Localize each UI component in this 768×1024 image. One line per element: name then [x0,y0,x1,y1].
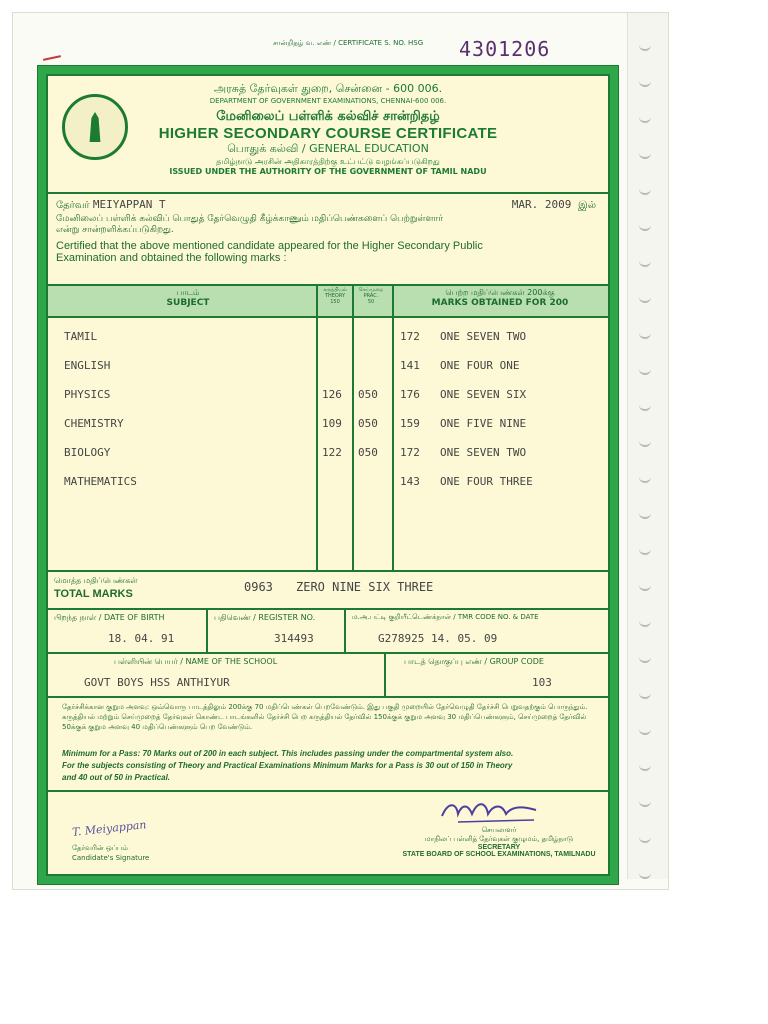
practical-marks: 050 [358,417,378,430]
total-subject-marks: 143 [400,475,420,488]
certificate-frame [37,65,619,885]
government-seal-icon [62,94,128,160]
subject-name: BIOLOGY [64,446,111,459]
theory-header [318,287,352,305]
secretary-board-tamil: மாநிலப் பள்ளித் தேர்வுகள் குழுமம், தமிழ்நாடு [424,835,574,843]
theory-marks: 126 [322,388,342,401]
certificate-header [48,76,608,194]
exam-month-line [512,198,596,212]
column-divider [316,286,318,572]
rules-tamil: தேர்ச்சிக்கான குறும அளவு: ஒவ்வொரு பாடத்திலும் 200க்கு 70 மதிப்பெண்கள் பெறவேண்டும். இது பகுதி முறையில் தேர்வெழுதி தேர்ச்சி பெறுவதற்கும் பொருந்தும். கருத்தியல் மற்றும் செய்முறைத் தேர்வுகள் கொண்ட பாடங்களில் தேர்ச்சி பெற கருத்தியல் தேர்வில் 150க்குக் குறும அளவு 30 மதிப்பெண்களும், செய்முறைத் தேர்வில் 50க்குக் குறும அளவு 40 மதிப்பெண்களும் பெற வேண்டும். [62,703,588,731]
issued-english: ISSUED UNDER THE AUTHORITY OF THE GOVERNMENT OF TAMIL NADU [169,167,487,176]
column-divider [344,610,346,654]
subject-header-tamil: பாடம் [176,288,200,297]
marks-in-words: ONE FOUR THREE [440,475,533,488]
subject-name: PHYSICS [64,388,111,401]
board-name: STATE BOARD OF SCHOOL EXAMINATIONS, TAMILNADU [402,851,596,858]
rules-english [62,748,600,784]
practical-marks: 050 [358,446,378,459]
signatures-section [48,790,608,874]
register-number: 314493 [274,632,314,645]
column-divider [352,286,354,572]
total-subject-marks: 176 [400,388,420,401]
general-education: பொதுக் கல்வி / GENERAL EDUCATION [227,142,429,155]
issued-tamil: தமிழ்நாடு அரசின் அதிகாரத்திற்கு உட்பட்டு வழங்கப்படுகிறது [216,157,440,166]
candidate-signature: T. Meiyappan [71,818,147,839]
title-english: HIGHER SECONDARY COURSE CERTIFICATE [158,125,498,142]
total-subject-marks: 172 [400,446,420,459]
certificate-page [12,12,669,890]
rules-english-line-1: Minimum for a Pass: 70 Marks out of 200 in each subject. This includes passing under the compartmental system also. [62,749,514,758]
certificate-number: 4301206 [459,37,551,61]
certified-line-2: Examination and obtained the following marks : [56,252,287,264]
certified-line-1: Certified that the above mentioned candidate appeared for the Higher Secondary Public [56,240,483,252]
subject-name: MATHEMATICS [64,475,137,488]
date-of-birth: 18. 04. 91 [108,632,175,645]
tamil-statement-2: என்று சான்றளிக்கப்படுகிறது. [56,225,174,235]
theory-header-tamil: கருத்தியல் [323,287,347,293]
marks-in-words: ONE SEVEN SIX [440,388,527,401]
school-row [48,652,608,698]
exam-month: MAR. 2009 [511,198,572,211]
certificate-body [46,74,610,876]
marks-header-tamil: பெற்ற மதிப்பெண்கள் 200க்கு [445,288,555,297]
department-english: DEPARTMENT OF GOVERNMENT EXAMINATIONS, CHENNAI-600 006. [209,97,447,105]
title-tamil: மேனிலைப் பள்ளிக் கல்விச் சான்றிதழ் [216,109,440,124]
red-pen-mark [43,55,61,61]
prac-header-english: PRAC. [363,293,379,299]
column-divider [206,610,208,654]
secretary-block [394,826,604,858]
candidate-section [56,198,600,284]
certificate-number-label: சான்றிதழ் வ. எண் / CERTIFICATE S. NO. HSG [273,39,424,47]
prac-max: 50 [367,299,375,305]
total-subject-marks: 141 [400,359,420,372]
total-label-tamil: மொத்த மதிப்பெண்கள் [54,576,138,585]
theory-header-english: THEORY [324,293,346,299]
temple-icon [86,112,104,142]
school-label: பள்ளியின் பெயர் / NAME OF THE SCHOOL [114,657,278,666]
column-divider [392,286,394,572]
theory-marks: 109 [322,417,342,430]
marks-table-header [48,286,608,318]
subject-header [128,288,248,308]
marks-in-words: ONE FOUR ONE [440,359,520,372]
marks-in-words: ONE SEVEN TWO [440,330,527,343]
candidate-name: MEIYAPPAN T [92,198,166,211]
subject-name: CHEMISTRY [64,417,124,430]
tmr-code-date: G278925 14. 05. 09 [378,632,498,645]
column-divider [384,654,386,698]
practical-marks: 050 [358,388,378,401]
candidate-signature-tamil: தேர்வரின் ஒப்பம் [72,844,128,852]
tmr-label: ம.அ.பட்டி குறியீட்டெண்க்நாள் / TMR CODE NO. & DATE [352,613,539,621]
secretary-tamil: செயலாளர் [481,826,517,834]
marks-header-english: MARKS OBTAINED FOR 200 [431,298,569,308]
total-marks-row [48,570,608,610]
rules-english-line-2: For the subjects consisting of Theory and Practical Examinations Minimum Marks for a Pass is 30 out of 150 in Theory [62,761,513,770]
department-tamil: அரசுத் தேர்வுகள் துறை, சென்னை - 600 006. [213,82,443,95]
prac-header-tamil: செய்முறை [358,287,384,293]
total-marks-words: ZERO NINE SIX THREE [296,580,434,594]
tamil-statement-1: மேனிலைப் பள்ளிக் கல்விப் பொதுத் தேர்வெழுதி கீழ்க்காணும் மதிப்பெண்களைப் பெற்றுள்ளார் [56,214,444,224]
marks-header [398,288,602,308]
details-row [48,608,608,654]
marks-table [48,284,608,572]
dob-label: பிறந்த நாள் / DATE OF BIRTH [54,613,165,622]
pass-rules [48,696,608,792]
subject-name: ENGLISH [64,359,111,372]
secretary-signature-icon [438,796,542,826]
rules-english-line-3: and 40 out of 50 in Practical. [62,773,171,782]
subject-name: TAMIL [64,330,98,343]
secretary-title: SECRETARY [477,844,521,851]
total-subject-marks: 159 [400,417,420,430]
register-label: பதிவெண் / REGISTER NO. [214,613,316,622]
candidate-signature-label: Candidate's Signature [72,854,150,862]
theory-marks: 122 [322,446,342,459]
total-label: TOTAL MARKS [54,588,133,600]
group-code-label: பாடத் தொகுப்பு எண் / GROUP CODE [404,657,544,666]
theory-max: 150 [330,299,340,305]
marks-in-words: ONE SEVEN TWO [440,446,527,459]
subject-header-english: SUBJECT [166,298,210,308]
candidate-label-tamil: தேர்வர் [56,200,90,211]
marks-in-words: ONE FIVE NINE [440,417,527,430]
group-code: 103 [532,676,552,689]
school-name: GOVT BOYS HSS ANTHIYUR [84,676,230,689]
total-subject-marks: 172 [400,330,420,343]
total-marks-value: 0963 [244,580,273,594]
prac-header [354,287,388,305]
exam-month-suffix: இல் [577,200,596,211]
